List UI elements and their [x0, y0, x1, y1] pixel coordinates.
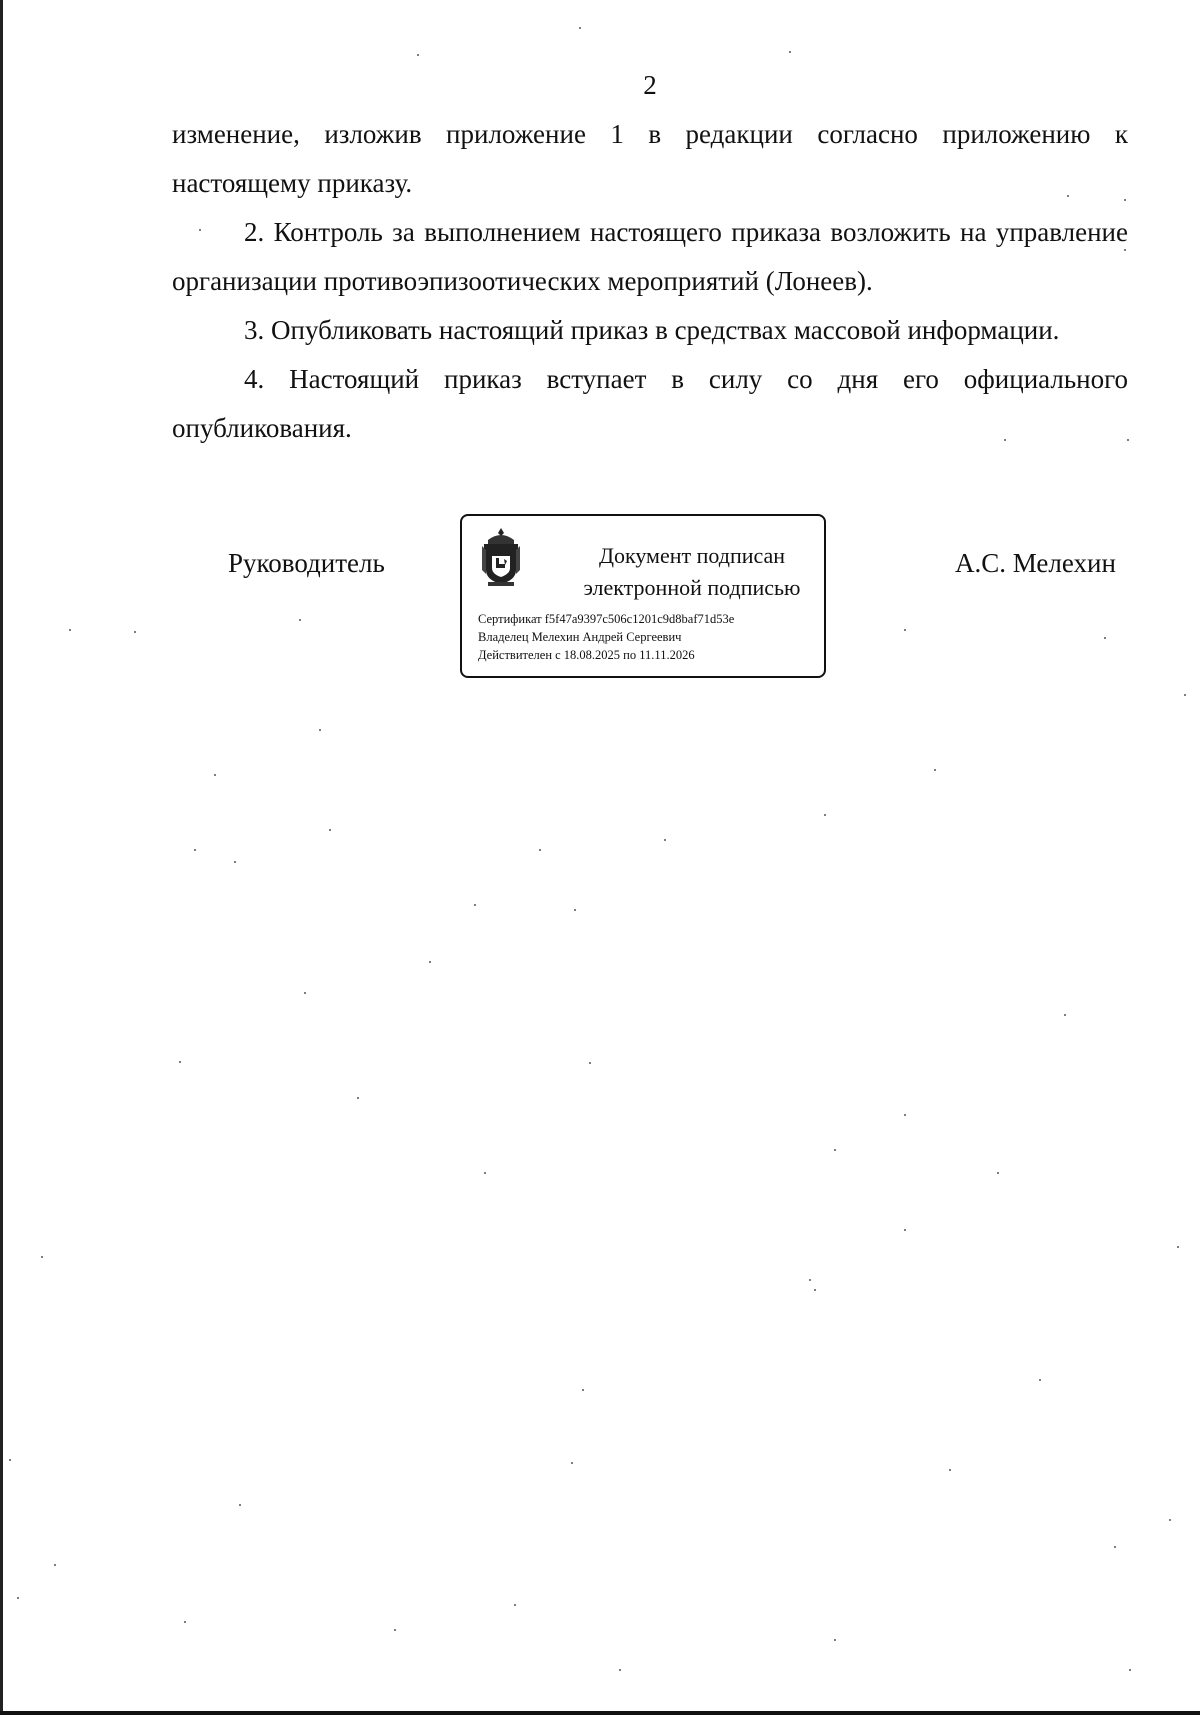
page-number: 2 [643, 70, 657, 100]
paragraph-item-4: 4. Настоящий приказ вступает в силу со дня его официального опубликования. [172, 364, 1128, 443]
stamp-validity: Действителен с 18.08.2025 по 11.11.2026 [478, 648, 695, 662]
stamp-details [478, 610, 734, 664]
signatory-role: Руководитель [228, 548, 385, 578]
scan-edge-left [0, 0, 3, 1715]
stamp-title-line1: Документ подписан [598, 543, 786, 568]
document-body [172, 110, 1128, 453]
stamp-title [562, 540, 822, 604]
signatory-name: А.С. Мелехин [955, 548, 1116, 578]
coat-of-arms-icon [480, 526, 522, 588]
electronic-signature-stamp [460, 514, 826, 678]
stamp-owner: Владелец Мелехин Андрей Сергеевич [478, 630, 682, 644]
stamp-certificate: Сертификат f5f47a9397c506c1201c9d8baf71d53e [478, 612, 735, 626]
scan-edge-bottom [0, 1711, 1200, 1715]
paragraph-item-2: 2. Контроль за выполнением настоящего приказа возложить на управление организации противоэпизоотических мероприятий (Лонеев). [172, 217, 1128, 296]
paragraph-item-3: 3. Опубликовать настоящий приказ в средствах массовой информации. [244, 315, 1060, 345]
paragraph-continuation: изменение, изложив приложение 1 в редакции согласно приложению к настоящему приказу. [172, 119, 1128, 198]
stamp-title-line2: электронной подписью [583, 575, 801, 600]
signature-block [0, 512, 1200, 692]
